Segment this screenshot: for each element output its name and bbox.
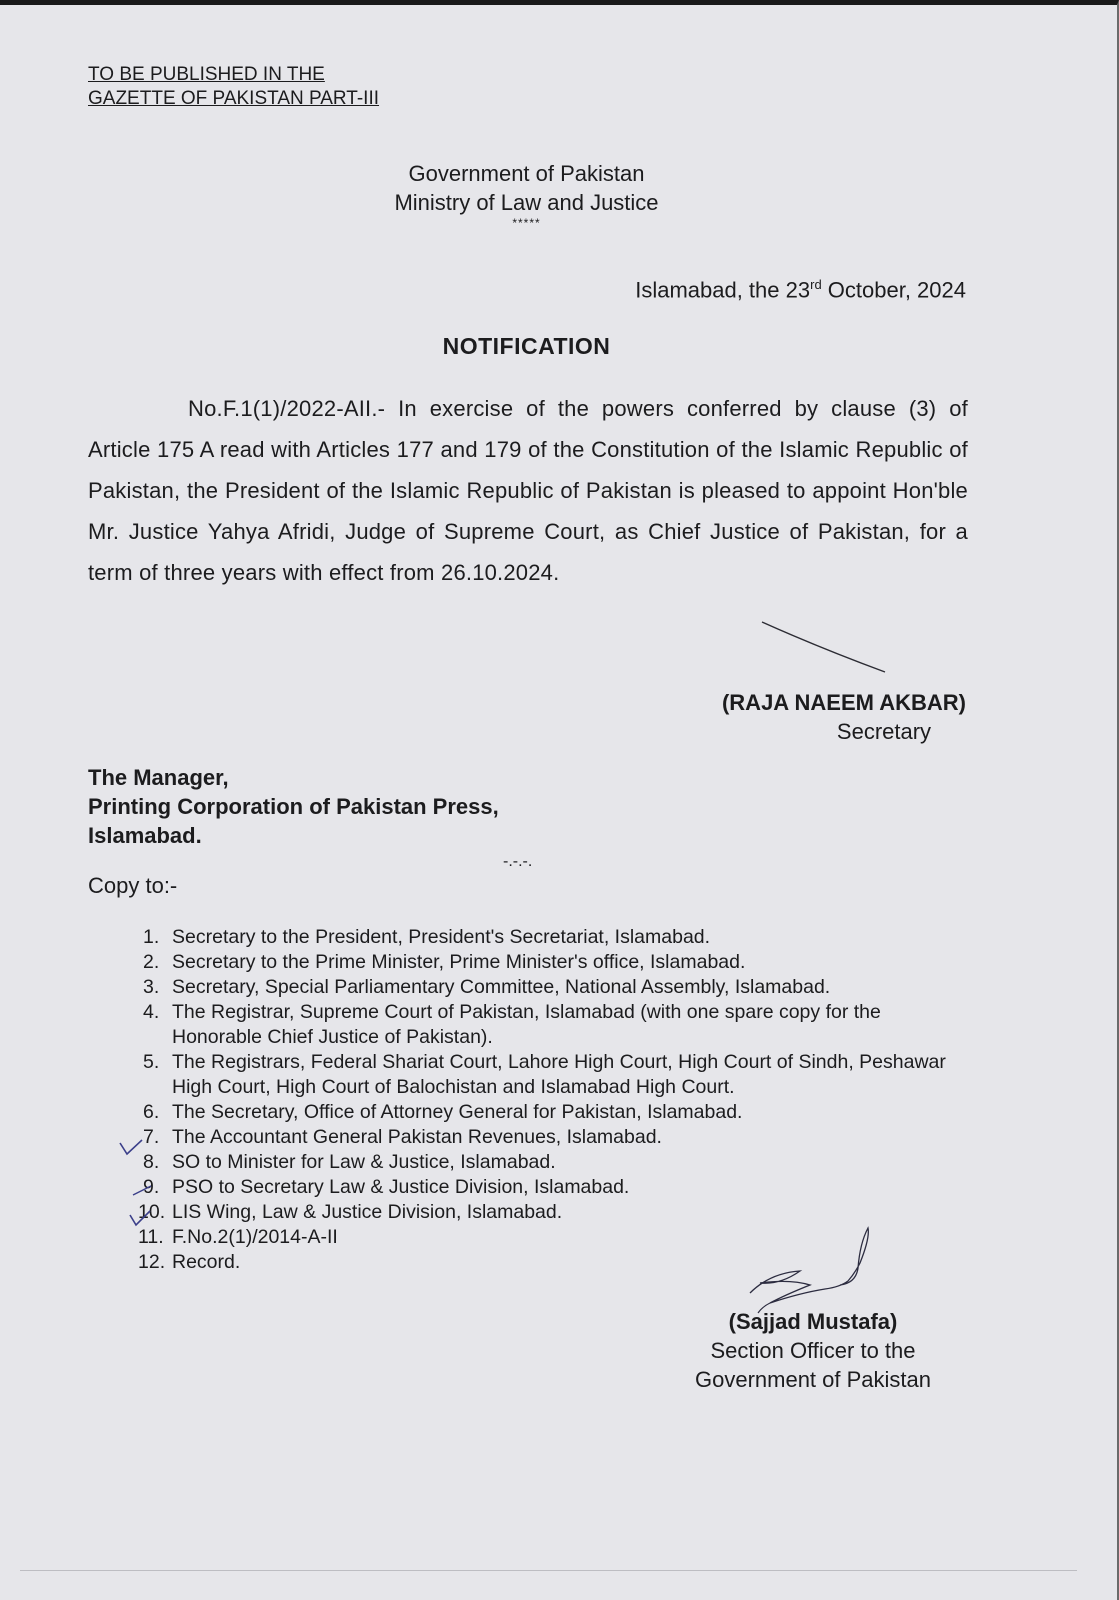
government-name: Government of Pakistan	[408, 161, 645, 186]
secretary-name: (RAJA NAEEM AKBAR)	[721, 690, 966, 715]
copy-to-label: Copy to:-	[88, 873, 178, 898]
copy-to-item-text: Record.	[172, 1251, 241, 1273]
copy-to-item-text: PSO to Secretary Law & Justice Division, Islamabad.	[172, 1176, 630, 1198]
gazette-line-2: GAZETTE OF PAKISTAN PART-III	[88, 88, 380, 109]
gazette-publication-note	[88, 63, 379, 111]
copy-to-item	[0, 1100, 972, 1125]
copy-to-item-text: LIS Wing, Law & Justice Division, Islamabad.	[172, 1201, 563, 1223]
section-separator: -.-.-.	[503, 853, 533, 870]
copy-to-item-text: SO to Minister for Law & Justice, Islamabad.	[172, 1151, 556, 1173]
secretary-signature-stroke	[760, 620, 900, 680]
copy-to-item-text: F.No.2(1)/2014-A-II	[172, 1226, 338, 1248]
addressee-block	[88, 763, 499, 850]
date-ordinal-suffix: rd	[810, 277, 822, 292]
notification-title: NOTIFICATION	[442, 333, 611, 359]
copy-to-item	[0, 925, 972, 950]
copy-to-item-number: 12.	[138, 1251, 166, 1273]
secretary-signatory	[722, 688, 966, 746]
officer-name: (Sajjad Mustafa)	[728, 1309, 898, 1334]
bottom-edge-rule	[20, 1570, 1077, 1571]
copy-to-item-number: 9.	[143, 1176, 160, 1198]
copy-to-item-text: The Secretary, Office of Attorney General for Pakistan, Islamabad.	[172, 1101, 743, 1123]
tick-mark-icon	[131, 1183, 153, 1199]
addressee-line-3: Islamabad.	[88, 823, 202, 848]
copy-to-item-number: 8.	[143, 1151, 160, 1173]
copy-to-item-text: Secretary to the President, President's Secretariat, Islamabad.	[172, 926, 711, 948]
copy-to-item-text: Secretary to the Prime Minister, Prime Minister's office, Islamabad.	[172, 951, 746, 973]
copy-to-item-number: 1.	[143, 926, 160, 948]
copy-to-item-number: 2.	[143, 951, 160, 973]
copy-to-item-text: Secretary, Special Parliamentary Committee, National Assembly, Islamabad.	[172, 976, 831, 998]
tick-mark-icon	[118, 1137, 146, 1159]
gazette-line-1: TO BE PUBLISHED IN THE	[88, 64, 325, 85]
date-prefix: Islamabad, the 23	[635, 277, 811, 303]
copy-to-item-number: 10.	[138, 1201, 166, 1223]
tick-mark-icon	[128, 1209, 154, 1231]
officer-title-line-1: Section Officer to the	[710, 1338, 916, 1363]
section-officer-signatory	[513, 1307, 1113, 1394]
letterhead	[0, 159, 1053, 229]
addressee-line-2: Printing Corporation of Pakistan Press,	[88, 794, 499, 819]
date-rest: October, 2024	[821, 277, 966, 303]
copy-to-item-text: The Accountant General Pakistan Revenues, Islamabad.	[172, 1126, 662, 1148]
copy-to-item	[0, 1050, 972, 1100]
copy-to-item-number: 4.	[143, 1001, 160, 1023]
copy-to-item-number: 11.	[138, 1226, 164, 1248]
copy-to-item	[0, 950, 972, 975]
secretary-title: Secretary	[836, 719, 932, 744]
copy-to-item	[0, 1000, 972, 1050]
copy-to-item-number: 3.	[143, 976, 160, 998]
copy-to-item-number: 5.	[143, 1051, 160, 1073]
copy-to-item-number: 6.	[143, 1101, 160, 1123]
copy-to-item	[0, 975, 972, 1000]
notification-body: No.F.1(1)/2022-AII.- In exercise of the powers conferred by clause (3) of Article 175 A read with Articles 177 and 179 of the Constitution of the Islamic Republic of Pakistan, the President of the Islamic Republic of Pakistan is pleased to appoint Hon'ble Mr. Justice Yahya Afridi, Judge of Supreme Court, as Chief Justice of Pakistan, for a term of three years with effect from 26.10.2024.	[88, 396, 968, 585]
addressee-line-1: The Manager,	[88, 765, 229, 790]
date-line	[635, 271, 966, 304]
copy-to-item-text: The Registrars, Federal Shariat Court, Lahore High Court, High Court of Sindh, Peshawar High Court, High Court of Balochistan and Islamabad High Court.	[172, 1051, 946, 1098]
stars-separator: *****	[512, 216, 541, 230]
ministry-name: Ministry of Law and Justice	[394, 190, 659, 215]
copy-to-item-number: 7.	[143, 1126, 160, 1148]
officer-title-line-2: Government of Pakistan	[694, 1367, 931, 1392]
copy-to-item-text: The Registrar, Supreme Court of Pakistan, Islamabad (with one spare copy for the Honorable Chief Justice of Pakistan).	[172, 1001, 881, 1048]
